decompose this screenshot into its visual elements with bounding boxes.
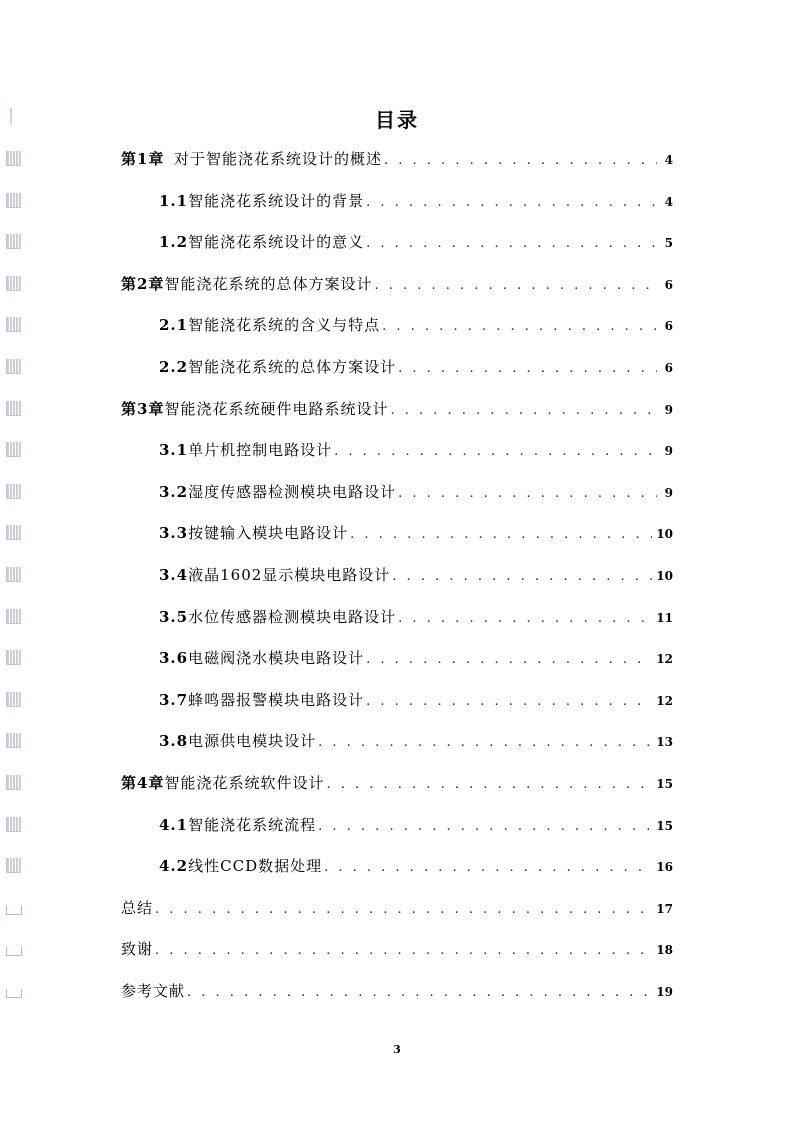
dot-leader (155, 941, 652, 961)
gutter-mark-icon (6, 317, 21, 332)
toc-entry[interactable] (121, 773, 673, 795)
toc-entry-page: 11 (656, 610, 673, 625)
toc-entry-page: 16 (656, 860, 673, 875)
gutter-mark-icon (6, 733, 21, 748)
toc-entry-title: 致谢 (121, 940, 154, 959)
toc-entry[interactable] (159, 856, 673, 878)
toc-entry-title: 智能浇花系统的总体方案设计 (188, 358, 397, 376)
toc-entry-title: 单片机控制电路设计 (188, 441, 333, 460)
toc-entry-title: 电源供电模块设计 (188, 732, 317, 751)
toc-entry-number: 3.7 (159, 690, 189, 709)
toc-row[interactable] (0, 599, 794, 639)
toc-entry[interactable] (121, 274, 673, 296)
toc-entry-number: 第1章 (121, 150, 165, 168)
dot-leader (398, 484, 657, 504)
gutter-mark-icon (6, 906, 22, 915)
toc-entry[interactable] (159, 690, 673, 712)
gutter-mark-icon (6, 234, 21, 249)
toc-entry-number: 2.1 (159, 316, 189, 335)
toc-row[interactable] (0, 266, 794, 306)
toc-entry[interactable] (159, 232, 673, 254)
toc-entry[interactable] (121, 149, 673, 171)
toc-entry-page: 10 (656, 569, 673, 583)
toc-row[interactable] (0, 349, 794, 389)
toc-entry-number: 3.8 (159, 732, 189, 751)
toc-row[interactable] (0, 141, 794, 181)
toc-row[interactable] (0, 515, 794, 555)
gutter-mark-icon (6, 609, 21, 624)
toc-entry-title: 参考文献 (121, 982, 186, 1000)
toc-entry-title: 智能浇花系统设计的背景 (188, 191, 365, 210)
toc-entry-number: 3.3 (159, 524, 189, 543)
toc-entry[interactable] (159, 565, 673, 587)
toc-entry-page: 13 (656, 735, 673, 750)
toc-entry-page: 17 (656, 901, 673, 916)
toc-row[interactable] (0, 931, 794, 971)
toc-row[interactable] (0, 682, 794, 722)
toc-entry[interactable] (159, 815, 673, 837)
toc-entry-number: 第3章 (121, 399, 165, 418)
toc-row[interactable] (0, 307, 794, 347)
toc-entry-page: 9 (664, 485, 673, 500)
toc-entry-page: 12 (656, 693, 673, 708)
toc-row[interactable] (0, 848, 794, 888)
gutter-mark-icon (6, 359, 21, 374)
toc-row[interactable] (0, 765, 794, 805)
toc-entry[interactable] (159, 357, 673, 379)
dot-leader (318, 733, 652, 753)
dot-leader (366, 193, 657, 213)
toc-entry-title: 智能浇花系统的含义与特点 (188, 316, 381, 335)
gutter-mark-icon (6, 567, 21, 582)
toc-entry[interactable] (159, 523, 673, 545)
toc-entry-title: 智能浇花系统流程 (188, 815, 317, 834)
toc-entry[interactable] (121, 939, 673, 961)
toc-entry-title: 智能浇花系统硬件电路系统设计 (164, 399, 389, 418)
dot-leader (384, 151, 657, 171)
gutter-mark-icon (6, 484, 21, 499)
dot-leader (155, 900, 652, 920)
dot-leader (374, 276, 657, 296)
toc-entry-page: 6 (664, 277, 673, 292)
toc-row[interactable] (0, 890, 794, 930)
gutter-mark-icon (6, 989, 22, 998)
gutter-mark-icon (6, 525, 21, 540)
toc-entry-title: 智能浇花系统的总体方案设计 (164, 274, 373, 293)
dot-leader (382, 317, 657, 337)
toc-row[interactable] (0, 723, 794, 763)
dot-leader (326, 775, 652, 795)
toc-row[interactable] (0, 391, 794, 431)
dot-leader (366, 692, 652, 712)
toc-row[interactable] (0, 640, 794, 680)
toc-entry-title: 液晶1602显示模块电路设计 (188, 566, 391, 584)
toc-entry-title: 线性CCD数据处理 (188, 857, 323, 876)
dot-leader (398, 609, 652, 629)
gutter-mark-icon (6, 817, 21, 832)
toc-entry-number: 1.1 (159, 191, 189, 210)
gutter-mark-icon (6, 650, 21, 665)
gutter-mark-icon (6, 775, 21, 790)
toc-entry-title: 智能浇花系统设计的意义 (188, 233, 365, 252)
toc-entry-number: 3.6 (159, 649, 189, 668)
toc-entry-title: 蜂鸣器报警模块电路设计 (188, 690, 365, 709)
gutter-mark-icon (6, 947, 22, 956)
toc-entry-number: 第2章 (121, 274, 165, 293)
toc-row[interactable] (0, 557, 794, 597)
gutter-mark-icon (6, 151, 21, 166)
dot-leader (334, 442, 657, 462)
toc-entry-number: 1.2 (159, 233, 189, 252)
spacer (164, 149, 174, 169)
dot-leader (324, 858, 652, 878)
toc-entry-page: 6 (664, 319, 673, 334)
page-title: 目录 (375, 108, 419, 132)
toc-entry[interactable] (121, 981, 673, 1003)
toc-entry-number: 3.2 (159, 482, 189, 501)
toc-entry-number: 第4章 (121, 774, 165, 792)
toc-entry-page: 6 (664, 361, 673, 375)
toc-entry-page: 10 (656, 527, 673, 542)
toc-entry-page: 9 (664, 402, 673, 417)
toc-entry[interactable] (121, 399, 673, 421)
toc-entry-title: 湿度传感器检测模块电路设计 (188, 482, 397, 501)
toc-entry-page: 9 (664, 444, 673, 459)
dot-leader (392, 567, 652, 587)
toc-entry-page: 4 (664, 194, 673, 209)
gutter-mark-icon (6, 193, 21, 208)
dot-leader (366, 650, 652, 670)
toc-entry-page: 18 (656, 943, 673, 958)
toc-row[interactable] (0, 973, 794, 1013)
toc-entry-page: 12 (656, 652, 673, 667)
toc-row[interactable] (0, 183, 794, 223)
toc-entry-number: 3.5 (159, 607, 189, 626)
toc-entry[interactable] (159, 440, 673, 462)
toc-entry-number: 3.1 (159, 441, 189, 460)
toc-entry-title: 智能浇花系统软件设计 (164, 774, 325, 792)
toc-entry-page: 5 (664, 236, 673, 251)
toc-entry[interactable] (121, 898, 673, 920)
toc-entry-number: 2.2 (159, 358, 189, 376)
toc-row[interactable] (0, 807, 794, 847)
toc-entry-title: 总结 (121, 898, 154, 917)
toc-entry[interactable] (159, 315, 673, 337)
toc-entry[interactable] (159, 191, 673, 213)
toc-entry-page: 4 (664, 153, 673, 167)
toc-entry[interactable] (159, 648, 673, 670)
toc-entry[interactable] (159, 482, 673, 504)
footer-page-number: 3 (393, 1043, 401, 1056)
dot-leader (318, 817, 652, 837)
toc-entry[interactable] (159, 607, 673, 629)
dot-leader (398, 359, 657, 379)
toc-entry-page: 15 (656, 777, 673, 791)
gutter-mark-icon (6, 858, 21, 873)
toc-entry-page: 19 (656, 985, 673, 999)
gutter-mark-icon (6, 692, 21, 707)
toc-entry-page: 15 (656, 818, 673, 833)
toc-entry-number: 4.1 (159, 815, 189, 834)
toc-entry-title: 按键输入模块电路设计 (188, 524, 349, 543)
toc-entry-title: 水位传感器检测模块电路设计 (188, 607, 397, 626)
toc-row[interactable] (0, 432, 794, 472)
toc-entry[interactable] (159, 731, 673, 753)
toc-row[interactable] (0, 474, 794, 514)
toc-row[interactable] (0, 224, 794, 264)
gutter-mark-icon (6, 442, 21, 457)
toc-entry-title: 电磁阀浇水模块电路设计 (188, 649, 365, 668)
dot-leader (366, 234, 657, 254)
toc-entry-number: 4.2 (159, 857, 189, 876)
dot-leader (390, 401, 657, 421)
toc-entry-number: 3.4 (159, 566, 189, 584)
gutter-mark-icon (6, 276, 21, 291)
gutter-mark-icon (6, 401, 21, 416)
dot-leader (187, 983, 652, 1003)
dot-leader (350, 525, 652, 545)
toc-entry-title: 对于智能浇花系统设计的概述 (173, 150, 382, 168)
